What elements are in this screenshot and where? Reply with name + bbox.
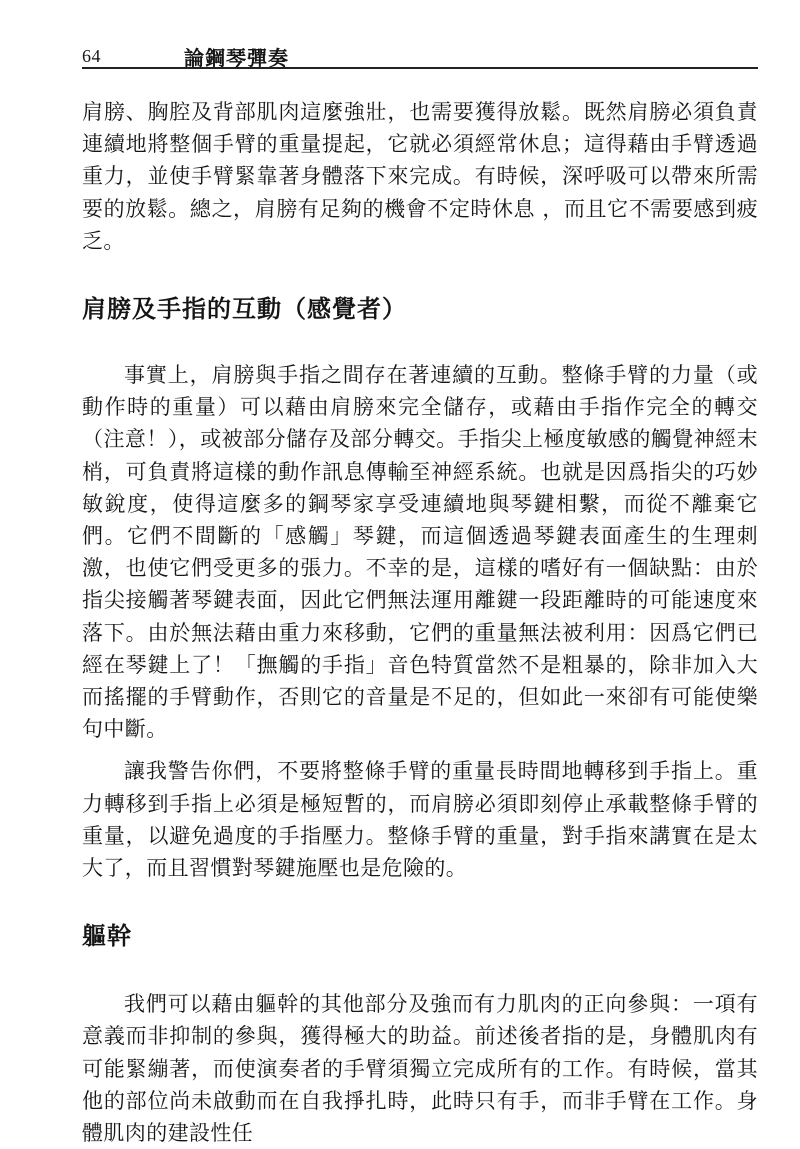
- paragraph-torso: 我們可以藉由軀幹的其他部分及強而有力肌肉的正向參與：一項有意義而非抑制的參與，獲得極大的助益。前述後者指的是，身體肌肉有可能緊繃著，而使演奏者的手臂須獨立完成所有的工作。有時候，當其他的部位尚未啟動而在自我掙扎時，此時只有手，而非手臂在工作。身體肌肉的建設性任: [82, 992, 758, 1146]
- running-header: [82, 42, 758, 68]
- section-heading-torso: 軀幹: [82, 921, 132, 951]
- book-title: 論鋼琴彈奏: [184, 46, 289, 70]
- header-rule: [82, 67, 758, 69]
- page-number: 64: [82, 46, 101, 66]
- paragraph-weight-warning: 讓我警告你們，不要將整條手臂的重量長時間地轉移到手指上。重力轉移到手指上必須是極短暫的，而肩膀必須即刻停止承載整條手臂的重量，以避免過度的手指壓力。整條手臂的重量，對手指來講實在是太大了，而且習慣對琴鍵施壓也是危險的。: [82, 759, 758, 881]
- paragraph-shoulder-relaxation: 肩膀、胸腔及背部肌肉這麼強壯，也需要獲得放鬆。既然肩膀必須負責連續地將整個手臂的重量提起，它就必須經常休息；這得藉由手臂透過重力，並使手臂緊靠著身體落下來完成。有時候，深呼吸可以帶來所需要的放鬆。總之，肩膀有足夠的機會不定時休息 ，而且它不需要感到疲乏。: [82, 100, 758, 253]
- section-heading-shoulder-finger-interaction: 肩膀及手指的互動（感覺者）: [82, 294, 407, 324]
- paragraph-shoulder-finger-interaction: 事實上，肩膀與手指之間存在著連續的互動。整條手臂的力量（或動作時的重量）可以藉由肩膀來完全儲存，或藉由手指作完全的轉交（注意！），或被部分儲存及部分轉交。手指尖上極度敏感的觸覺神經末梢，可負責將這樣的動作訊息傳輸至神經系統。也就是因爲指尖的巧妙敏銳度，使得這麼多的鋼琴家享受連續地與琴鍵相繫，而從不離棄它們。它們不間斷的「感觸」琴鍵，而這個透過琴鍵表面產生的生理刺激，也使它們受更多的張力。不幸的是，這樣的嗜好有一個缺點：由於指尖接觸著琴鍵表面，因此它們無法運用離鍵一段距離時的可能速度來落下。由於無法藉由重力來移動，它們的重量無法被利用：因爲它們已經在琴鍵上了！「撫觸的手指」音色特質當然不是粗暴的，除非加入大而搖擺的手臂動作，否則它的音量是不足的，但如此一來卻有可能使樂句中斷。: [82, 363, 758, 742]
- body-text: [82, 96, 758, 1149]
